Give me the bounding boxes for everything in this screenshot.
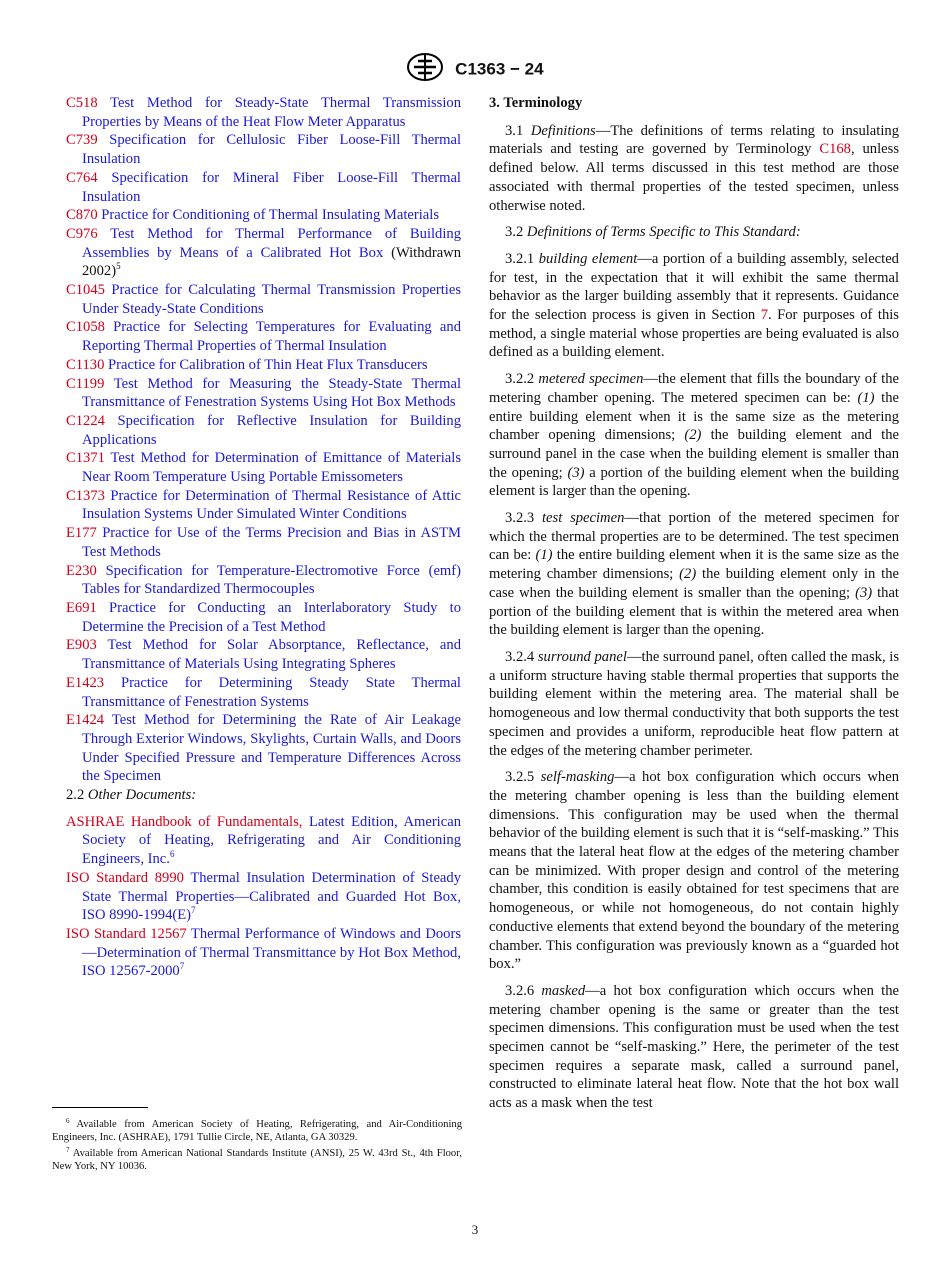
reference-code-link[interactable]: C1371 [66,450,105,467]
c168-link[interactable]: C168 [819,141,851,158]
footnote-ref: 6 [169,849,175,860]
reference-code-link[interactable]: C1199 [66,375,105,392]
other-documents-list [66,813,461,981]
reference-title-link[interactable]: Practice for Determination of Thermal Resistance of Attic Insulation Systems Under Simulated Winter Conditions [82,487,461,523]
paragraph-number: 3.2.4 [505,648,535,665]
paragraph-3-1 [489,122,899,216]
reference-item [66,281,461,318]
reference-code-link[interactable]: C739 [66,132,98,149]
defined-term: building element [538,250,638,267]
reference-code-link[interactable]: C764 [66,169,98,186]
reference-item [66,206,461,225]
reference-item [66,599,461,636]
enumerator: (2) [679,566,697,583]
reference-item [66,636,461,673]
reference-title-link[interactable]: Thermal Insulation Determination of Steady State Thermal Properties—Calibrated and Guarded Hot Box, ISO 8990-1994(E) [82,869,461,924]
reference-item [66,869,461,925]
reference-item [66,674,461,711]
defined-term: metered specimen [538,371,644,388]
left-column [66,94,461,981]
paragraph-text: the building element only in the case when the building element is smaller than the opening; [489,566,899,601]
paragraph-number: 3.1 [505,122,524,139]
reference-code-link[interactable]: C1130 [66,356,105,373]
reference-code-link[interactable]: C1373 [66,487,105,504]
paragraph-text: —a portion of a building assembly, selected for test, in the expectation that it will exhibit the same thermal behavior as the larger building assembly that it represents. Guidance for the selection process is given in Section [489,250,899,324]
page-header [0,52,950,87]
footnote [52,1147,462,1174]
defined-term: test specimen [542,510,625,527]
reference-title-link[interactable]: Practice for Conditioning of Thermal Insulating Materials [101,207,440,224]
reference-title-link[interactable]: Latest Edition, American Society of Heating, Refrigerating and Air Conditioning Engineers, Inc. [82,813,461,868]
reference-code-link[interactable]: ASHRAE Handbook of Fundamentals, [66,813,303,830]
paragraph-text: . For purposes of this method, a single material whose properties are being evaluated is also defined as a building element. [489,307,899,361]
reference-code-link[interactable]: E1424 [66,712,105,729]
paragraph-3-2 [489,223,899,242]
footnote-text: Available from American National Standards Institute (ANSI), 25 W. 43rd St., 4th Floor, New York, NY 10036. [52,1147,462,1173]
right-column [489,94,899,1121]
defined-term: surround panel [537,648,627,665]
enumerator: (1) [535,547,553,564]
defined-term: masked [541,982,586,999]
paragraph-text: —that portion of the metered specimen for which the thermal properties are to be determined. The test specimen can be: [489,510,899,564]
paragraph-3-2-6 [489,982,899,1113]
enumerator: (1) [857,389,875,406]
reference-item [66,412,461,449]
paragraph-text: —The definitions of terms relating to insulating materials and testing are governed by Terminology [489,122,899,158]
paragraph-text: the entire building element when it is the same size as the metering chamber opening dimensions; [489,389,899,444]
defined-term: self-masking [540,769,615,786]
page-number: 3 [471,1222,479,1237]
reference-code-link[interactable]: C1058 [66,319,105,336]
reference-code-link[interactable]: ISO Standard 8990 [66,869,184,886]
paragraph-text: that portion of the building element that is within the metered area when the building element is larger than the opening. [489,584,899,639]
reference-item [66,131,461,168]
reference-title-link[interactable]: Test Method for Thermal Performance of Building Assemblies by Means of a Calibrated Hot Box [82,225,462,261]
reference-item [66,375,461,412]
paragraph-text: a portion of the building element when the building element is larger than the opening. [489,464,899,500]
reference-title-link[interactable]: Practice for Calculating Thermal Transmission Properties Under Steady-State Conditions [82,282,461,317]
reference-title-link[interactable]: Test Method for Steady-State Thermal Transmission Properties by Means of the Heat Flow Meter Apparatus [82,95,462,130]
paragraph-3-2-1 [489,250,899,362]
reference-item [66,711,461,786]
reference-title-link[interactable]: Test Method for Determining the Rate of Air Leakage Through Exterior Windows, Skylights, Curtain Walls, and Doors Under Specified Pressure and Temperature Differences Across the Specimen [82,712,461,785]
reference-code-link[interactable]: C976 [66,225,98,242]
reference-title-link[interactable]: Practice for Selecting Temperatures for Evaluating and Reporting Thermal Properties of Thermal Insulation [82,319,461,355]
reference-code-link[interactable]: E903 [66,637,97,654]
reference-item [66,94,461,131]
paragraph-number: 3.2.3 [505,510,535,527]
astm-logo-icon [406,52,444,87]
footnote-number: 7 [66,1145,70,1154]
reference-title-link[interactable]: Specification for Cellulosic Fiber Loose-Fill Thermal Insulation [82,132,461,168]
reference-item [66,169,461,206]
reference-title-link[interactable]: Practice for Determining Steady State Thermal Transmittance of Fenestration Systems [82,674,461,710]
paragraph-number: 3.2.6 [505,982,535,999]
paragraph-number: 3.2.2 [505,371,535,388]
reference-item [66,524,461,561]
section-label: Other Documents: [87,787,197,804]
reference-item [66,318,461,355]
footnote [52,1118,462,1145]
reference-title-link[interactable]: Test Method for Measuring the Steady-State Thermal Transmittance of Fenestration Systems Using Hot Box Methods [82,375,461,411]
reference-title-link[interactable]: Specification for Reflective Insulation for Building Applications [82,412,461,448]
paragraph-text: —the element that fills the boundary of the metering chamber opening. The metered specimen can be: [489,371,899,406]
paragraph-text: —a hot box configuration which occurs when the metering chamber opening is the same or greater than the test specimen dimensions. This configuration must be used when the test specimen cannot be “self-masking.” Here, the perimeter of the test specimen requires a separate mask, called a surround panel, constructed to eliminate lateral heat flow. Note that the hot box wall acts as a mask when the test [489,982,899,1112]
reference-item [66,356,461,375]
paragraph-text: , unless defined below. All terms discussed in this test method are those associated with thermal properties of the tested specimen, unless otherwise noted. [489,141,899,214]
paragraph-number: 3.2.5 [505,769,535,786]
reference-code-link[interactable]: E230 [66,562,97,579]
reference-item [66,487,461,524]
other-documents-heading [66,786,461,805]
footnote-text: Available from American Society of Heating, Refrigerating, and Air-Conditioning Engineers, Inc. (ASHRAE), 1791 Tullie Circle, NE, Atlanta, GA 30329. [52,1119,462,1144]
reference-title-link[interactable]: Specification for Temperature-Electromotive Force (emf) Tables for Standardized Thermocouples [82,562,461,598]
reference-code-link[interactable]: E177 [66,525,97,542]
reference-title-link[interactable]: Test Method for Solar Absorptance, Reflectance, and Transmittance of Materials Using Integrating Spheres [82,637,461,673]
paragraph-3-2-2 [489,370,899,501]
reference-status: (Withdrawn 2002) [82,244,462,280]
reference-code-link[interactable]: C518 [66,95,98,111]
paragraph-label: Definitions [530,122,596,139]
section-number: 2.2 [66,787,85,804]
paragraph-3-2-5 [489,768,899,974]
paragraph-3-2-3 [489,509,899,640]
reference-code-link[interactable]: ISO Standard 12567 [66,925,187,942]
paragraph-3-2-4 [489,648,899,760]
reference-code-link[interactable]: E691 [66,599,97,616]
paragraph-number: 3.2 [505,224,524,241]
enumerator: (3) [855,584,873,601]
footnote-number: 6 [66,1117,70,1125]
reference-title-link[interactable]: Practice for Calibration of Thin Heat Flux Transducers [108,356,428,373]
paragraph-number: 3.2.1 [505,250,535,267]
reference-item [66,813,461,869]
document-number: C1363 − 24 [455,59,544,79]
enumerator: (2) [684,427,702,444]
paragraph-text: —a hot box configuration which occurs when the metering chamber opening is less than the building element dimensions. This configuration may be used when the thermal behavior of the building element is such that it is “self-masking.” This means that the lateral heat flow at the edges of the metering chamber can be minimized. With proper design and control of the metering chamber, this condition is easily obtained for test specimens that are homogeneous, or while not homogeneous, do not contain highly conductive elements that extend beyond the boundary of the metering chamber. This configuration was previously known as a “guarded hot box.” [489,769,900,973]
reference-title-link[interactable]: Thermal Performance of Windows and Doors—Determination of Thermal Transmittance by Hot Box Method, ISO 12567-2000 [82,925,461,980]
enumerator: (3) [567,464,585,481]
paragraph-text: the entire building element when it is the same size as the metering chamber dimensions; [489,547,899,583]
reference-code-link[interactable]: C1045 [66,282,105,299]
section-heading: 3. Terminology [489,95,583,111]
footnotes [52,1118,462,1176]
paragraph-text: —the surround panel, often called the mask, is a uniform structure having stable thermal properties that supports the building element within the metering area. The material shall be homogeneous and low thermal conductivity that both supports the test specimen and provides a uniform, reproducible heat flow pattern at the edges of the metering chamber perimeter. [489,648,899,759]
reference-code-link[interactable]: C1224 [66,412,105,429]
reference-item [66,225,461,281]
footnote-divider [52,1107,148,1108]
reference-title-link[interactable]: Practice for Conducting an Interlaboratory Study to Determine the Precision of a Test Method [82,599,461,635]
footnote-ref: 5 [116,261,121,272]
reference-item [66,925,461,981]
footnote-ref: 7 [191,905,196,916]
reference-code-link[interactable]: C870 [66,207,98,224]
referenced-documents-list [66,94,461,786]
reference-title-link[interactable]: Practice for Use of the Terms Precision and Bias in ASTM Test Methods [82,525,461,560]
reference-title-link[interactable]: Test Method for Determination of Emittance of Materials Near Room Temperature Using Portable Emissometers [82,450,461,486]
reference-code-link[interactable]: E1423 [66,674,105,691]
paragraph-label: Definitions of Terms Specific to This Standard: [526,224,801,241]
reference-title-link[interactable]: Specification for Mineral Fiber Loose-Fill Thermal Insulation [82,169,461,205]
footnote-ref: 7 [179,961,185,972]
reference-item [66,449,461,486]
reference-item [66,562,461,599]
section-7-link[interactable]: 7 [760,307,768,324]
paragraph-text: the building element and the surround panel in the case when the building element is smaller than the opening; [489,427,899,481]
